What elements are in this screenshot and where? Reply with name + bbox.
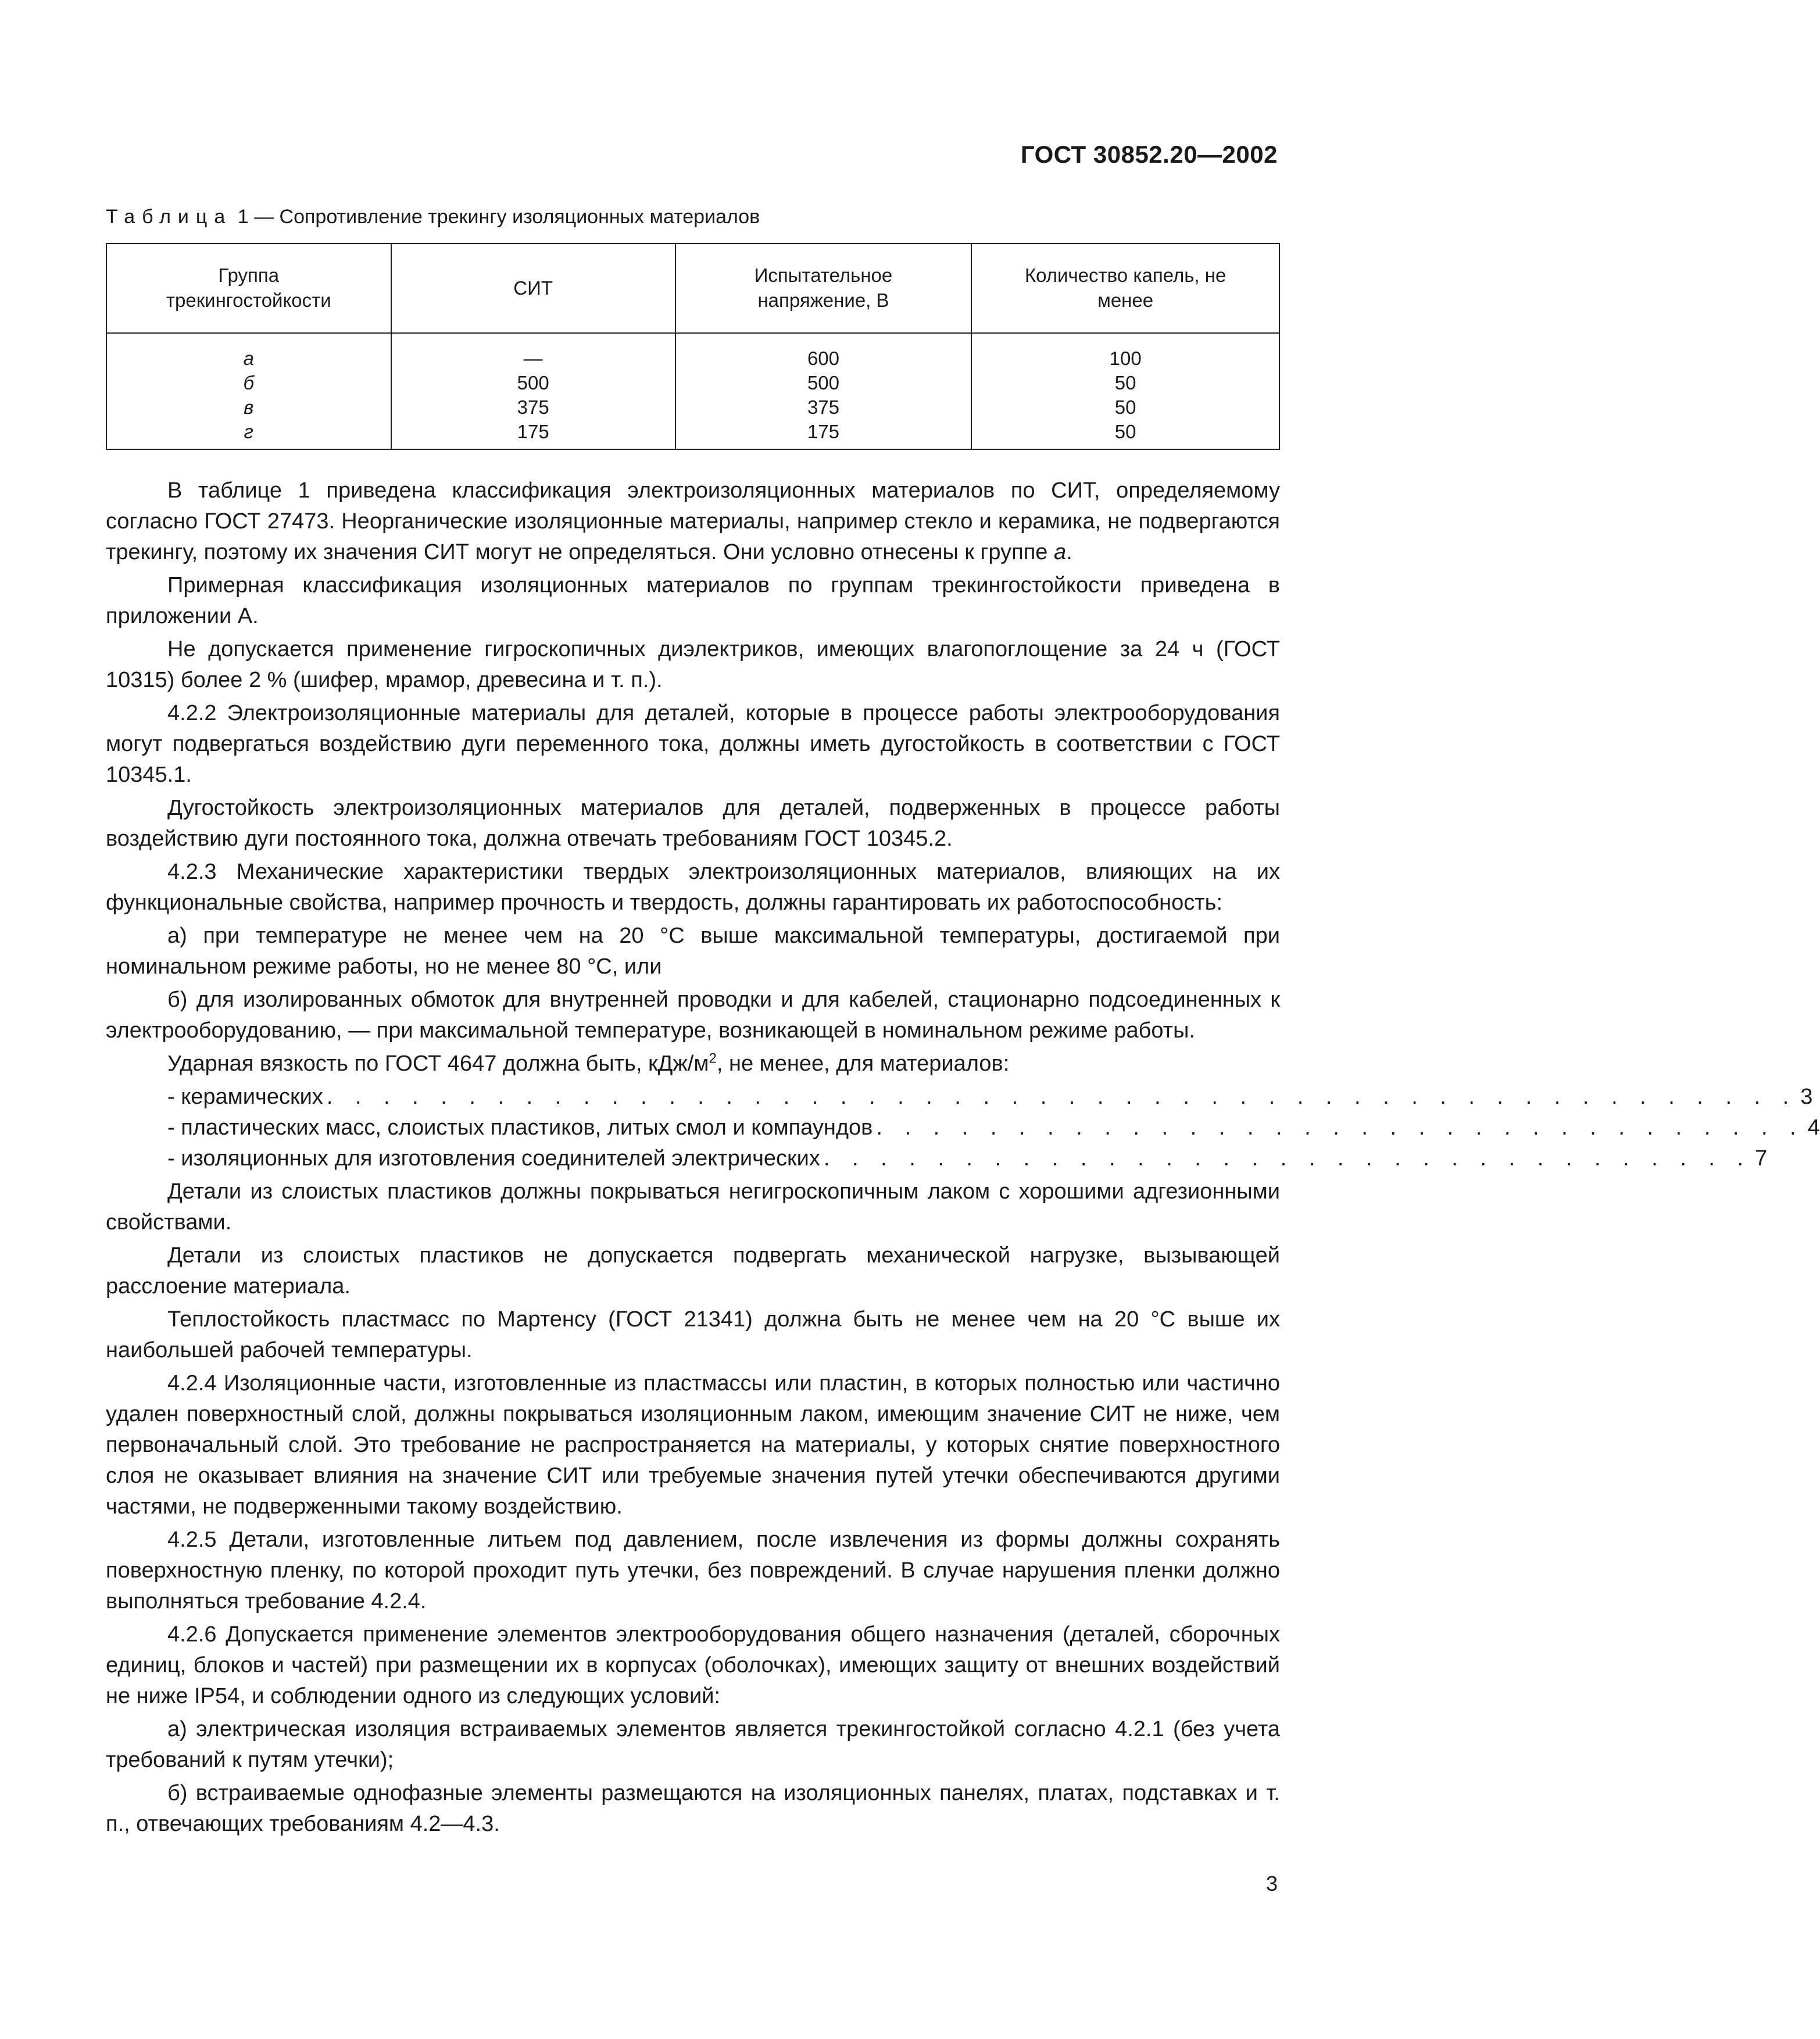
header-voltage: Испытательное напряжение, В <box>675 244 972 333</box>
table-cell: г <box>244 421 253 442</box>
paragraph: Теплостойкость пластмасс по Мартенсу (ГОСТ 21341) должна быть не менее чем на 20 °С выше их наибольшей рабочей температуры. <box>106 1307 1280 1362</box>
page-number: 3 <box>1265 1872 1278 1895</box>
table-caption-word: Таблица <box>106 206 233 228</box>
list-item: б) для изолированных обмоток для внутренней проводки и для кабелей, стационарно подсоединенных к электрооборудованию, — при максимальной температуре, возникающей в номинальном режиме работы. <box>106 988 1280 1043</box>
table-cell: 175 <box>807 421 840 442</box>
table-caption <box>106 206 760 228</box>
table-header-row <box>106 244 1279 333</box>
column-voltage <box>675 333 972 449</box>
table-cell: 100 <box>1109 348 1142 369</box>
header-drops: Количество капель, не менее <box>971 244 1279 333</box>
document-body <box>106 475 1820 1842</box>
header-cit: СИТ <box>391 244 675 333</box>
paragraph: Дугостойкость электроизоляционных материалов для деталей, подверженных в процессе работы воздействию дуги постоянного тока, должна отвечать требованиям ГОСТ 10345.2. <box>106 796 1280 851</box>
table-cell: 50 <box>1114 372 1136 394</box>
paragraph: Не допускается применение гигроскопичных диэлектриков, имеющих влагопоглощение за 24 ч (ГОСТ 10315) более 2 % (шифер, мрамор, древесина и т. п.). <box>106 637 1280 692</box>
column-cit <box>391 333 675 449</box>
header-group: Группа трекингостойкости <box>106 244 391 333</box>
clause-4-2-6: 4.2.6 Допускается применение элементов электрооборудования общего назначения (деталей, сборочных единиц, блоков и частей) при размещении их в корпусах (оболочках), имеющих защиту от внешних воздействий не ниже IP54, и соблюдении одного из следующих условий: <box>106 1622 1280 1708</box>
table-body-row <box>106 333 1279 449</box>
table-cell: 50 <box>1114 421 1136 442</box>
clause-4-2-4: 4.2.4 Изоляционные части, изготовленные из пластмассы или пластин, в которых полностью или частично удален поверхностный слой, должны покрываться изоляционным лаком, имеющим значение СИТ не ниже, чем первоначальный слой. Это требование не распространяется на материалы, у которых снятие поверхностного слоя не оказывает влияния на значение СИТ или требуемые значения путей утечки обеспечиваются другими частями, не подверженными такому воздействию. <box>106 1371 1280 1519</box>
paragraph: Детали из слоистых пластиков не допускается подвергать механической нагрузке, вызывающей расслоение материала. <box>106 1243 1280 1298</box>
table-cell: 600 <box>807 348 840 369</box>
tracking-resistance-table <box>106 243 1280 450</box>
table-cell: б <box>243 372 255 394</box>
table-cell: 375 <box>517 396 549 418</box>
table-cell: 500 <box>517 372 549 394</box>
table-cell: в <box>244 396 254 418</box>
list-item: а) электрическая изоляция встраиваемых элементов является трекингостойкой согласно 4.2.1 (без учета требований к путям утечки); <box>106 1717 1280 1772</box>
clause-4-2-2: 4.2.2 Электроизоляционные материалы для деталей, которые в процессе работы электрооборудования могут подвергаться воздействию дуги переменного тока, должны иметь дугостойкость в соответствии с ГОСТ 10345.1. <box>106 701 1280 787</box>
list-item: а) при температуре не менее чем на 20 °С выше максимальной температуры, достигаемой при номинальном режиме работы, но не менее 80 °С, или <box>106 924 1280 979</box>
impact-row: - пластических масс, слоистых пластиков, литых смол и компаундов . . . . . . . . . . . . . . . . . . . . . . . . . . . . . . . . . 4 <box>167 1115 1820 1140</box>
standard-designation: ГОСТ 30852.20—2002 <box>1020 141 1278 168</box>
paragraph: Примерная классификация изоляционных материалов по группам трекингостойкости приведена в приложении А. <box>106 573 1280 628</box>
table-cell: 175 <box>517 421 549 442</box>
column-drops <box>971 333 1279 449</box>
paragraph: Детали из слоистых пластиков должны покрываться негигроскопичным лаком с хорошими адгезионными свойствами. <box>106 1179 1280 1235</box>
table-cell: 375 <box>807 396 840 418</box>
column-group <box>106 333 391 449</box>
paragraph: Ударная вязкость по ГОСТ 4647 должна быть, кДж/$м^2$, не менее, для материалов: <box>167 1050 1010 1076</box>
list-item: б) встраиваемые однофазные элементы размещаются на изоляционных панелях, платах, подставках и т. п., отвечающих требованиям 4.2—4.3. <box>106 1781 1280 1836</box>
table-cell: 500 <box>807 372 840 394</box>
paragraph: В таблице 1 приведена классификация электроизоляционных материалов по СИТ, определяемому согласно ГОСТ 27473. Неорганические изоляционные материалы, например стекло и керамика, не подвергаются трекингу, поэтому их значения СИТ могут не определяться. Они условно отнесены к группе а. <box>106 478 1280 564</box>
table-cell: — <box>523 348 543 369</box>
table-cell: а <box>243 348 254 369</box>
impact-row: - изоляционных для изготовления соединителей электрических . . . . . . . . . . . . . . . . . . . . . . . . . . . . . . . . . 7 <box>167 1146 1768 1171</box>
clause-4-2-3: 4.2.3 Механические характеристики твердых электроизоляционных материалов, влияющих на их функциональные свойства, например прочность и твердость, должны гарантировать их работоспособность: <box>106 860 1280 915</box>
clause-4-2-5: 4.2.5 Детали, изготовленные литьем под давлением, после извлечения из формы должны сохранять поверхностную пленку, по которой проходит путь утечки, без повреждений. В случае нарушения пленки должно выполняться требование 4.2.4. <box>106 1528 1280 1614</box>
impact-row: - керамических . . . . . . . . . . . . . . . . . . . . . . . . . . . . . . . . . . . . . . . . . . . . . . . . . . . . 3 <box>167 1085 1813 1109</box>
table-caption-title: 1 — Сопротивление трекингу изоляционных материалов <box>232 206 760 228</box>
table-cell: 50 <box>1114 396 1136 418</box>
